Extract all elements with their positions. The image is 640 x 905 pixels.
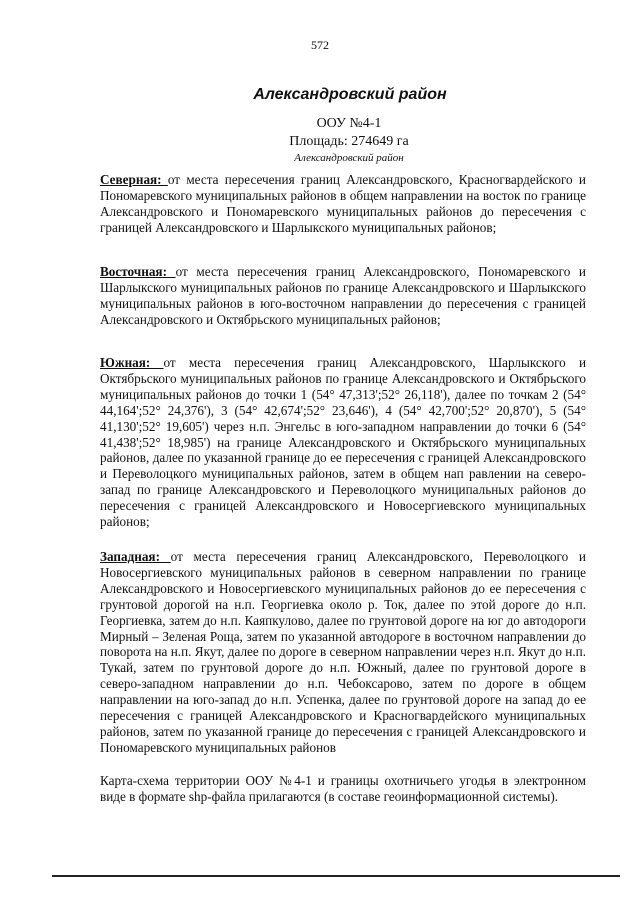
- boundary-west-label: Западная:: [100, 549, 171, 564]
- document-header: [0, 84, 640, 166]
- boundary-east: [100, 264, 586, 328]
- boundary-east-text: от места пересечения границ Александровского, Пономаревского и Шарлыкского муниципальных районов по границе Александровского и Шарлыкского муниципальных районов в юго-восточном направлении до пересечения с границей Александровского и Октябрьского муниципальных районов;: [100, 264, 586, 327]
- sub-district: Александровский район: [294, 152, 404, 164]
- ooy-number: ООУ №4-1: [316, 116, 382, 131]
- boundary-west: [100, 549, 586, 756]
- footer-divider: [52, 875, 620, 877]
- boundary-west-text: от места пересечения границ Александровского, Переволоцкого и Новосергиевского муниципальных районов в северном направлении по границе Александровского и Новосергиевского муниципальных районов до ее пересечения с грунтовой дорогой на н.п. Георгиевка около р. Ток, далее по этой дороге до н.п. Георгиевка, затем до н.п. Каяпкулово, далее по грунтовой дороге на юг до автодороги Мирный – Зеленая Роща, затем по указанной автодороге в восточном направлении до поворота на н.п. Якут, далее по дороге в северном направлении через н.п. Якут до н.п. Тукай, затем по грунтовой дороге до н.п. Южный, далее по грунтовой дороге в северо-западном направлении до н.п. Чебоксарово, затем по дороге в общем направлении на юго-запад до н.п. Успенка, далее по грунтовой дороге на запад до ее пересечения с границей Александровского и Красногвардейского муниципальных районов, затем по указанной границе до пересечения с границей Александровского и Пономаревского муниципальных районов: [100, 549, 586, 755]
- boundary-north: [100, 172, 586, 236]
- boundary-south-text: от места пересечения границ Александровского, Шарлыкского и Октябрьского муниципальных районов по границе Александровского и Октябрьского муниципальных районов до точки 1 (54° 47,313';52° 26,118'), далее по точкам 2 (54° 44,164';52° 24,376'), 3 (54° 42,674';52° 23,646'), 4 (54° 42,700';52° 20,870'), 5 (54° 41,130';52° 19,605') через н.п. Энгельс в юго-западном направлении до точки 6 (54° 41,438';52° 18,985') на границе Александровского и Октябрьского муниципальных районов, далее по указанной границе до ее пересечения с границей Александровского и Переволоцкого муниципальных районов, затем в общем нап равлении на северо-запад по границе Александровского и Переволоцкого муниципальных районов до пересечения с границей Александровского и Новосергиевского муниципальных районов;: [100, 355, 587, 530]
- map-note: Карта-схема территории ООУ №4-1 и границы охотничьего угодья в электронном виде в формате shp-файла прилагаются (в составе геоинформационной системы).: [100, 773, 586, 804]
- boundary-east-label: Восточная:: [100, 264, 176, 279]
- district-title: Александровский район: [253, 86, 447, 103]
- boundary-south: [100, 355, 586, 530]
- area-value: Площадь: 274649 га: [289, 134, 409, 149]
- boundary-south-label: Южная:: [100, 355, 164, 370]
- page-number: 572: [311, 38, 329, 52]
- boundary-north-text: от места пересечения границ Александровского, Красногвардейского и Пономаревского муниципальных районов в общем направлении на восток по границе Александровского и Пономаревского муниципальных районов до пересечения с границей Александровского и Шарлыкского муниципальных районов;: [100, 172, 586, 235]
- boundary-north-label: Северная:: [100, 172, 168, 187]
